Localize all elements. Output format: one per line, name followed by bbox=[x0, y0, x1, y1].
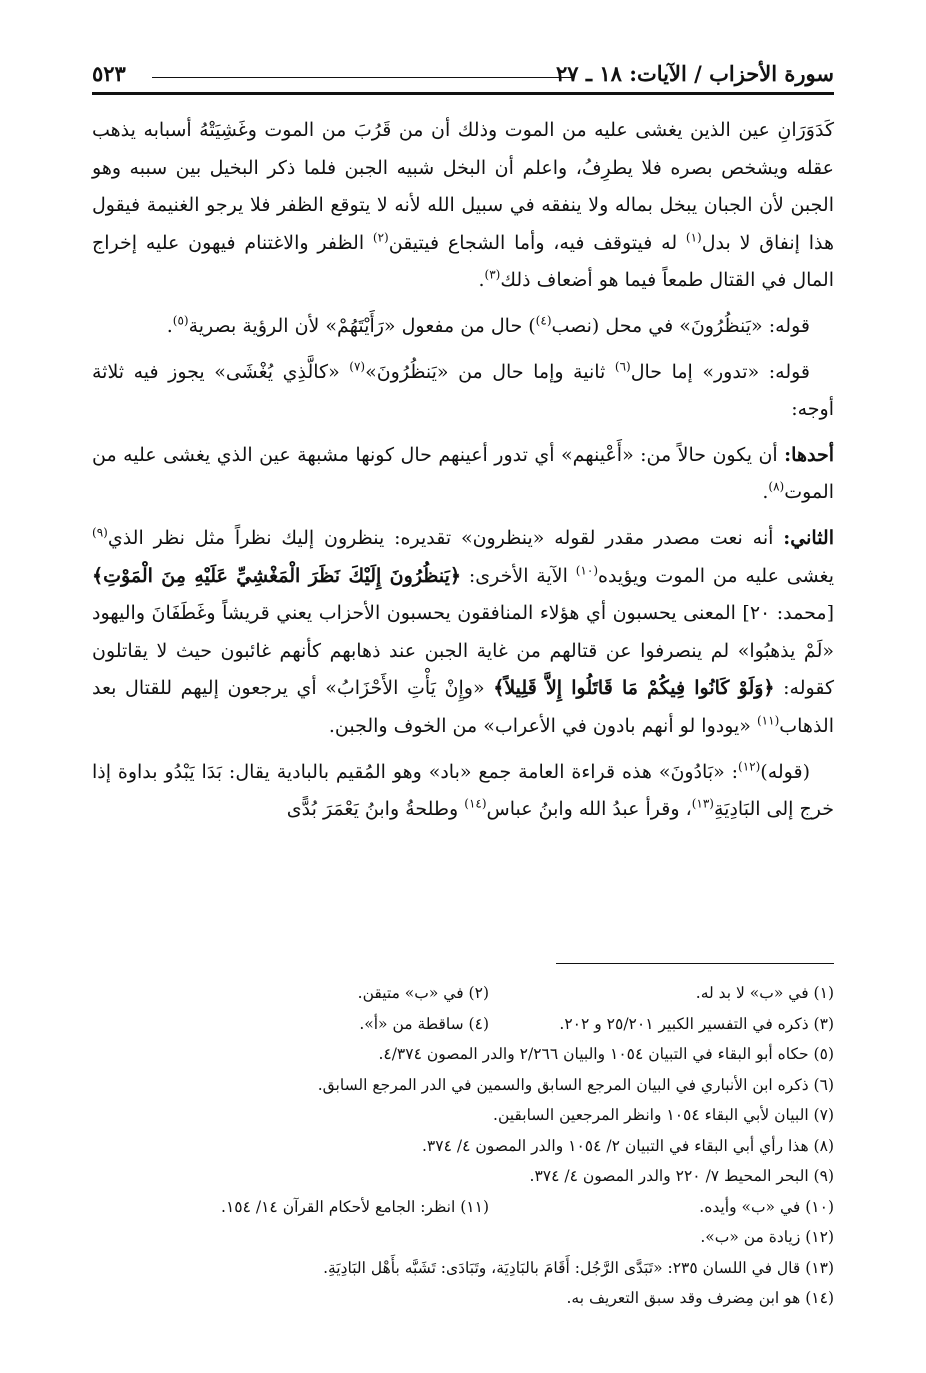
footnotes bbox=[92, 978, 834, 1314]
section-lead: الثاني: bbox=[783, 526, 834, 549]
footnote-ref: (٧) bbox=[349, 359, 366, 374]
page-number: ٥٢٣ bbox=[92, 61, 126, 86]
footnote-ref: (٦) bbox=[614, 359, 631, 374]
text-run: ثانية وإما حال من «يَنظُرُونَ» bbox=[365, 360, 615, 383]
footnote-9: (٩) البحر المحيط ٧/ ٢٢٠ والدر المصون ٤/ ٣٧٤. bbox=[529, 1167, 834, 1185]
text-run: : «بَادُونَ» هذه قراءة العامة جمع «باد» وهو المُقيم بالبادية يقال: بَدَا يَبْدُو بداوة إذا خرج إلى البَادِيَةِ bbox=[92, 760, 834, 821]
quran-quote: ﴿وَلَوْ كَانُوا فِيكُمْ مَا قَاتَلُوا إِلاَّ قَلِيلاً﴾ bbox=[493, 677, 775, 700]
paragraph-3 bbox=[92, 354, 834, 429]
paragraph-2 bbox=[92, 308, 834, 346]
text-run: «وإِنْ يَأْتِ الأَحْزَابُ» أي يرجعون إليهم للقتال بعد الذهاب bbox=[92, 677, 834, 737]
text-run: وطلحةُ وابنُ يَعْمَرَ بُدًّى bbox=[286, 798, 465, 821]
footnote-ref: (٤) bbox=[535, 313, 552, 328]
text-run: قوله: «يَنظُرُونَ» في محل (نصب bbox=[551, 314, 810, 337]
footnote-ref: (١٤) bbox=[464, 796, 487, 811]
page-header bbox=[92, 48, 834, 95]
header-rule bbox=[152, 77, 574, 78]
footnote-ref: (١٠) bbox=[575, 563, 598, 578]
footnote-7: (٧) البيان لأبي البقاء ١٠٥٤ وانظر المرجعين السابقين. bbox=[493, 1106, 834, 1124]
text-run: «كالَّذِي يُغْشَى» يجوز فيه ثلاثة أوجه: bbox=[92, 360, 834, 421]
quran-quote: ﴿يَنظُرُونَ إِلَيْكَ نَظَرَ الْمَغْشِيِّ عَلَيْهِ مِنَ الْمَوْتِ﴾ bbox=[92, 564, 462, 587]
paragraph-4 bbox=[92, 437, 834, 512]
footnote-ref: (٣) bbox=[484, 268, 501, 283]
footnote-11: (١١) انظر: الجامع لأحكام القرآن ١٤/ ١٥٤. bbox=[221, 1197, 489, 1216]
text-run: له فيتوقف فيه، وأما الشجاع فيتيقن bbox=[388, 231, 686, 254]
footnote-13: (١٣) قال في اللسان ٢٣٥: «تَبَدَّى الرَّجُل: أَقَامَ بالبَادِيَة، وتَبَادَى: تَشَبَّه بأَهْل البَادِيَةِ. bbox=[323, 1258, 834, 1277]
text-run: الآية الأخرى: bbox=[461, 564, 576, 587]
footnote-row bbox=[92, 1009, 834, 1040]
paragraph-5 bbox=[92, 520, 834, 746]
text-run: الظفر والاغتنام فيهون عليه إخراج المال في القتال طمعاً فيما هو أضعاف ذلك bbox=[92, 231, 834, 292]
footnote-8: (٨) هذا رأي أبي البقاء في التبيان ٢/ ١٠٥٤ والدر المصون ٤/ ٣٧٤. bbox=[421, 1136, 834, 1155]
paragraph-6 bbox=[92, 754, 834, 829]
text-run: كَدَوَرَانِ عين الذين يغشى عليه من الموت وذلك أن من قَرُبَ من الموت وغَشِيَتْهُ أسبابه يذهب عقله ويشخص بصره فلا يطرِفُ، واعلم أن البخل شبيه الجبن فلما ذكر البخيل بين سببه وهو الجبن لأن الجبان يبخل بماله ولا ينفقه في سبيل الله لأنه لا يتوقع الظفر فلا يرجو الغنيمة فيقول هذا إنفاق لا بدل bbox=[92, 119, 834, 254]
section-lead: أحدها: bbox=[784, 443, 834, 466]
footnote-3: (٣) ذكره في التفسير الكبير ٢٥/٢٠١ و ٢٠٢. bbox=[559, 1014, 834, 1033]
footnote-6: (٦) ذكره ابن الأنباري في البيان المرجع السابق والسمين في الدر المرجع السابق. bbox=[317, 1075, 834, 1094]
footnote-ref: (١٣) bbox=[691, 796, 714, 811]
footnote-ref: (٨) bbox=[768, 480, 785, 495]
paragraph-1 bbox=[92, 112, 834, 300]
footnote-row bbox=[92, 978, 834, 1009]
footnote-ref: (٢) bbox=[372, 230, 389, 245]
footnote-14: (١٤) هو ابن مِضرف وقد سبق التعريف به. bbox=[566, 1289, 834, 1307]
text-run: أنه نعت مصدر مقدر لقوله «ينظرون» تقديره: ينظرون إليك نظراً مثل نظر الذي bbox=[107, 526, 784, 549]
footnote-ref: (٩) bbox=[92, 525, 108, 540]
footnote-ref: (١١) bbox=[756, 713, 780, 728]
text-run: يغشى عليه من الموت ويؤيده bbox=[598, 564, 834, 587]
text-run: . bbox=[166, 314, 173, 337]
footnote-4: (٤) ساقطة من «أ». bbox=[359, 1014, 489, 1033]
footnote-row bbox=[92, 1192, 834, 1223]
text-run: . bbox=[762, 481, 769, 504]
footnote-separator bbox=[556, 963, 834, 964]
text-run: ، وقرأ عبدُ الله وابنُ عباس bbox=[486, 798, 692, 821]
footnote-12: (١٢) زيادة من «ب». bbox=[700, 1228, 834, 1246]
text-run: . bbox=[478, 269, 485, 292]
text-run: أن يكون حالاً من: «أَعْينهم» أي تدور أعينهم حال كونها مشبهة عين الذي يغشى عليه من الموت bbox=[92, 443, 834, 504]
text-run: [محمد: ٢٠] المعنى يحسبون أي هؤلاء المنافقون يحسبون الأحزاب يعني قريشاً وغَطَفَانَ واليهود «لَمْ يذهبُوا» لم ينصرفوا عن قتالهم من غاية الجبن عند ذهابهم كأنهم غائبون حيث لا يقاتلون كقوله: bbox=[92, 602, 834, 700]
footnote-ref: (١) bbox=[685, 230, 702, 245]
main-text bbox=[92, 112, 834, 837]
header-title: سورة الأحزاب / الآيات: ١٨ ـ ٢٧ bbox=[556, 61, 834, 86]
text-run: قوله: «تدور» إما حال bbox=[630, 360, 811, 383]
footnote-1: (١) في «ب» لا بد له. bbox=[695, 984, 834, 1002]
footnote-5: (٥) حكاه أبو البقاء في التبيان ١٠٥٤ والبيان ٢/٢٦٦ والدر المصون ٤/٣٧٤. bbox=[378, 1045, 834, 1063]
footnote-ref: (١٢) bbox=[738, 759, 761, 774]
footnote-10: (١٠) في «ب» وأيده. bbox=[699, 1197, 834, 1216]
text-run: ) حال من مفعول «رَأَيْتَهُمْ» لأن الرؤية بصرية bbox=[188, 314, 536, 337]
footnote-2: (٢) في «ب» متيقن. bbox=[357, 984, 489, 1002]
footnote-ref: (٥) bbox=[172, 313, 189, 328]
text-run: (قوله) bbox=[760, 760, 810, 783]
text-run: «يودوا لو أنهم بادون في الأعراب» من الخوف والجبن. bbox=[328, 714, 757, 737]
